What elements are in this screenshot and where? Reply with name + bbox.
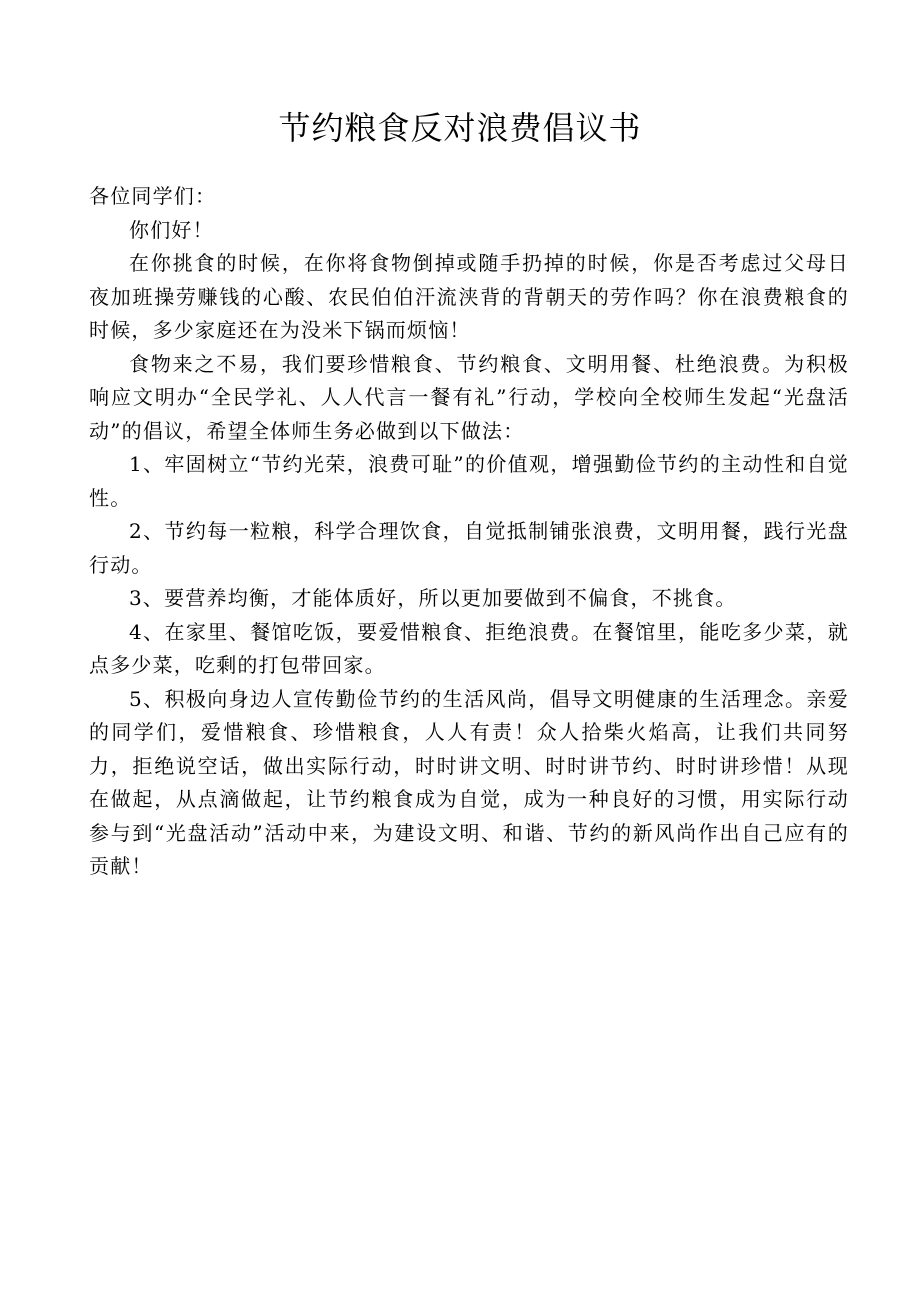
paragraph-item-5: 5、积极向身边人宣传勤俭节约的生活风尚，倡导文明健康的生活理念。亲爱的同学们，爱惜粮食、珍惜粮食，人人有责！众人拾柴火焰高，让我们共同努力，拒绝说空话，做出实际行动，时时讲文明、时时讲节约、时时讲珍惜！从现在做起，从点滴做起，让节约粮食成为自觉，成为一种良好的习惯，用实际行动参与到“光盘活动”活动中来，为建设文明、和谐、节约的新风尚作出自己应有的贡献！ <box>89 686 849 878</box>
paragraph-intro: 在你挑食的时候，在你将食物倒掉或随手扔掉的时候，你是否考虑过父母日夜加班操劳赚钱的心酸、农民伯伯汗流浃背的背朝天的劳作吗？你在浪费粮食的时候，多少家庭还在为没米下锅而烦恼！ <box>89 251 849 342</box>
salutation: 各位同学们： <box>89 184 217 208</box>
document-title: 节约粮食反对浪费倡议书 <box>278 109 642 147</box>
paragraph-item-3: 3、要营养均衡，才能体质好，所以更加要做到不偏食，不挑食。 <box>129 586 737 610</box>
paragraph-item-1: 1、牢固树立“节约光荣，浪费可耻”的价值观，增强勤俭节约的主动性和自觉性。 <box>89 452 849 510</box>
paragraph-call: 食物来之不易，我们要珍惜粮食、节约粮食、文明用餐、杜绝浪费。为积极响应文明办“全民学礼、人人代言一餐有礼”行动，学校向全校师生发起“光盘活动”的倡议，希望全体师生务必做到以下做法： <box>89 351 849 443</box>
paragraph-item-2: 2、节约每一粒粮，科学合理饮食，自觉抵制铺张浪费，文明用餐，践行光盘行动。 <box>89 519 849 577</box>
greeting: 你们好！ <box>129 217 214 242</box>
paragraph-item-4: 4、在家里、餐馆吃饭，要爱惜粮食、拒绝浪费。在餐馆里，能吃多少菜，就点多少菜，吃剩的打包带回家。 <box>89 619 849 677</box>
document-body <box>89 180 849 884</box>
